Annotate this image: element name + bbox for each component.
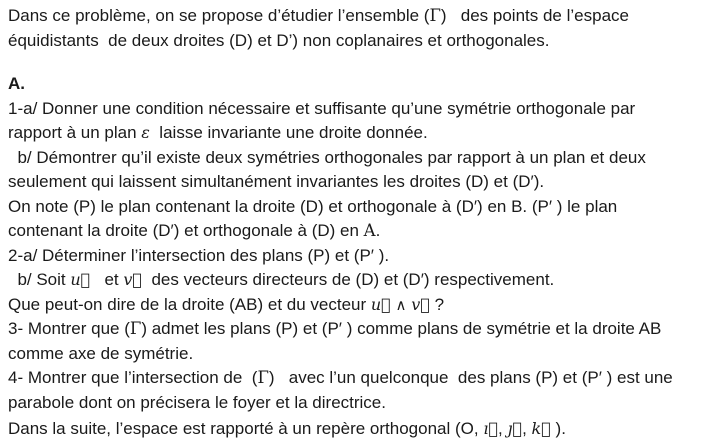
text-run: rapport à un plan <box>8 123 142 142</box>
note-line-2 <box>8 219 703 244</box>
math-symbol: Γ <box>429 6 441 25</box>
text-run: Dans la suite, l’espace est rapporté à un repère orthogonal (O, <box>8 419 484 438</box>
text-run: et <box>90 270 124 289</box>
document-body <box>8 4 703 441</box>
math-symbol: ı⃗ <box>483 419 499 438</box>
q2b-question-line <box>8 293 703 318</box>
math-symbol: A <box>363 221 376 240</box>
text-run: On note (P) le plan contenant la droite (D) et orthogonale à (D′) en B. (P′ ) le plan <box>8 196 618 216</box>
text-run: équidistants de deux droites (D) et D’) non coplanaires et orthogonales. <box>8 30 550 50</box>
intro-line-1 <box>8 4 703 29</box>
text-run: parabole dont on précisera le foyer et la directrice. <box>8 392 386 412</box>
q3-line-2 <box>8 342 703 367</box>
math-symbol: v⃗ <box>123 270 142 289</box>
text-run: Dans ce problème, on se propose d’étudier l’ensemble ( <box>8 6 430 25</box>
math-symbol: k⃗ <box>531 419 551 438</box>
intro-line-2 <box>8 29 703 54</box>
text-run: 1-a/ Donner une condition nécessaire et suffisante qu’une symétrie orthogonale par <box>8 98 636 118</box>
q4-line-2 <box>8 391 703 416</box>
text-run: ). <box>550 419 566 438</box>
text-run: ) des points de l’espace <box>440 6 629 25</box>
text-run: 2-a/ Déterminer l’intersection des plans (P) et (P′ ). <box>8 245 390 265</box>
text-run: laisse invariante une droite donnée. <box>149 123 428 142</box>
q4-line-1 <box>8 366 703 391</box>
text-run: seulement qui laissent simultanément invariantes les droites (D) et (D′). <box>8 172 545 191</box>
q2b-line <box>8 268 703 293</box>
text-run: ) admet les plans (P) et (P′ ) comme plans de symétrie et la droite AB <box>141 319 662 338</box>
math-symbol: u⃗ <box>70 270 91 289</box>
q3-line-1 <box>8 317 703 342</box>
text-run: comme axe de symétrie. <box>8 343 194 363</box>
text-run: 4- Montrer que l’intersection de ( <box>8 368 258 387</box>
math-symbol: ȷ⃗ <box>507 419 523 438</box>
math-symbol: ∧ <box>390 295 412 314</box>
text-run: ) avec l’un quelconque des plans (P) et (P′ ) est une <box>268 368 673 387</box>
text-run: , <box>522 419 532 438</box>
math-symbol: v⃗ <box>411 294 430 314</box>
section-a-heading <box>8 72 703 97</box>
text-run: ? <box>429 294 445 314</box>
text-run: contenant la droite (D′) et orthogonale à (D) en <box>8 221 364 240</box>
text-run: 3- Montrer que ( <box>8 319 130 338</box>
text-run: A. <box>8 74 25 93</box>
q2a-line <box>8 244 703 269</box>
q1a-line-1 <box>8 97 703 122</box>
text-run: b/ Démontrer qu’il existe deux symétries orthogonales par rapport à un plan et deux <box>8 147 646 167</box>
math-symbol: Γ <box>257 368 269 387</box>
q1b-line-1 <box>8 146 703 171</box>
text-run: , <box>498 419 508 438</box>
math-symbol: u⃗ <box>370 294 391 314</box>
text-run: . <box>375 221 381 240</box>
note-line-1 <box>8 195 703 220</box>
text-run: Que peut-on dire de la droite (AB) et du vecteur <box>8 294 371 314</box>
q1b-line-2 <box>8 170 703 195</box>
math-symbol: ε <box>141 123 150 142</box>
q1a-line-2 <box>8 121 703 146</box>
text-run: des vecteurs directeurs de (D) et (D′) respectivement. <box>142 270 555 289</box>
math-symbol: Γ <box>129 319 142 338</box>
footer-line <box>8 417 703 441</box>
text-run: b/ Soit <box>8 270 71 289</box>
